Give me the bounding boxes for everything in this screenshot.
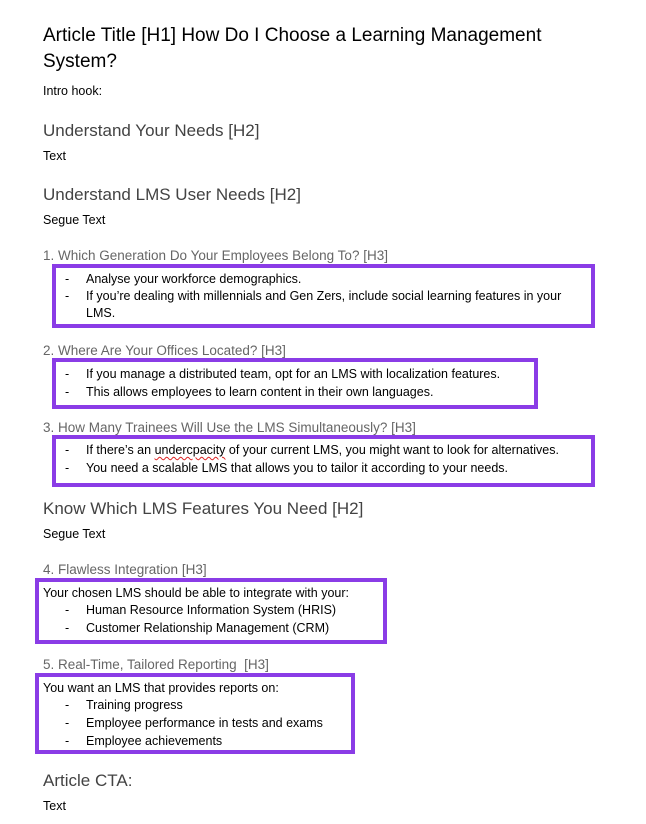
list-item [65, 442, 590, 459]
article-title-line-2: System? [43, 51, 117, 72]
bullet-dash: - [65, 734, 70, 748]
bullet-text-post: of your current LMS, you might want to look for alternatives. [225, 443, 559, 457]
bullet-text: Human Resource Information System (HRIS) [86, 603, 337, 617]
bullet-dash: - [65, 443, 70, 457]
bullet-text: Customer Relationship Management (CRM) [86, 621, 330, 635]
article-title [43, 23, 633, 75]
list-item [65, 288, 585, 305]
heading-features: Know Which LMS Features You Need [H2] [43, 499, 364, 518]
bullet-dash: - [65, 716, 70, 730]
bullet-dash: - [65, 289, 70, 303]
bullet-text-continued: LMS. [86, 306, 116, 320]
bullet-dash: - [65, 603, 70, 617]
list-item [65, 460, 590, 477]
list-item-continued [65, 305, 585, 322]
heading-q2-offices: 2. Where Are Your Offices Located? [H3] [43, 343, 286, 358]
intro-hook: Intro hook: [43, 84, 103, 98]
q4-lead-text: Your chosen LMS should be able to integrate with your: [43, 586, 349, 600]
heading-understand-needs: Understand Your Needs [H2] [43, 121, 260, 140]
bullet-text: Employee achievements [86, 734, 223, 748]
bullet-dash: - [65, 698, 70, 712]
bullet-text: Analyse your workforce demographics. [86, 272, 302, 286]
bullet-text: If you’re dealing with millennials and Gen Zers, include social learning features in your [86, 289, 562, 303]
list-item [65, 697, 350, 714]
q5-lead-text: You want an LMS that provides reports on: [43, 681, 279, 695]
list-item [65, 366, 535, 383]
article-title-line-1: Article Title [H1] How Do I Choose a Learning Management [43, 25, 542, 46]
misspelled-word[interactable]: undercpacity [154, 443, 226, 457]
heading-q4-integration: 4. Flawless Integration [H3] [43, 562, 207, 577]
list-item [65, 602, 380, 619]
list-item [65, 271, 585, 288]
heading-user-needs: Understand LMS User Needs [H2] [43, 185, 301, 204]
bullet-dash: - [65, 272, 70, 286]
list-item [65, 715, 350, 732]
user-needs-text: Segue Text [43, 213, 106, 227]
needs-text: Text [43, 149, 66, 163]
bullet-text: Training progress [86, 698, 183, 712]
bullet-dash: - [65, 385, 70, 399]
heading-article-cta: Article CTA: [43, 771, 133, 790]
bullet-text-pre: If there’s an [86, 443, 155, 457]
list-item [65, 384, 535, 401]
heading-q3-trainees: 3. How Many Trainees Will Use the LMS Simultaneously? [H3] [43, 420, 416, 435]
bullet-text: If you manage a distributed team, opt for an LMS with localization features. [86, 367, 501, 381]
features-text: Segue Text [43, 527, 106, 541]
bullet-text: You need a scalable LMS that allows you to tailor it according to your needs. [86, 461, 509, 475]
bullet-dash: - [65, 621, 70, 635]
bullet-dash: - [65, 461, 70, 475]
bullet-text [86, 442, 559, 459]
bullet-dash: - [65, 367, 70, 381]
list-item [65, 733, 350, 750]
list-item [65, 620, 380, 637]
bullet-text: This allows employees to learn content in their own languages. [86, 385, 434, 399]
cta-text: Text [43, 799, 66, 813]
heading-q1-generation: 1. Which Generation Do Your Employees Belong To? [H3] [43, 248, 388, 263]
heading-q5-reporting: 5. Real-Time, Tailored Reporting [H3] [43, 657, 269, 672]
bullet-text: Employee performance in tests and exams [86, 716, 323, 730]
